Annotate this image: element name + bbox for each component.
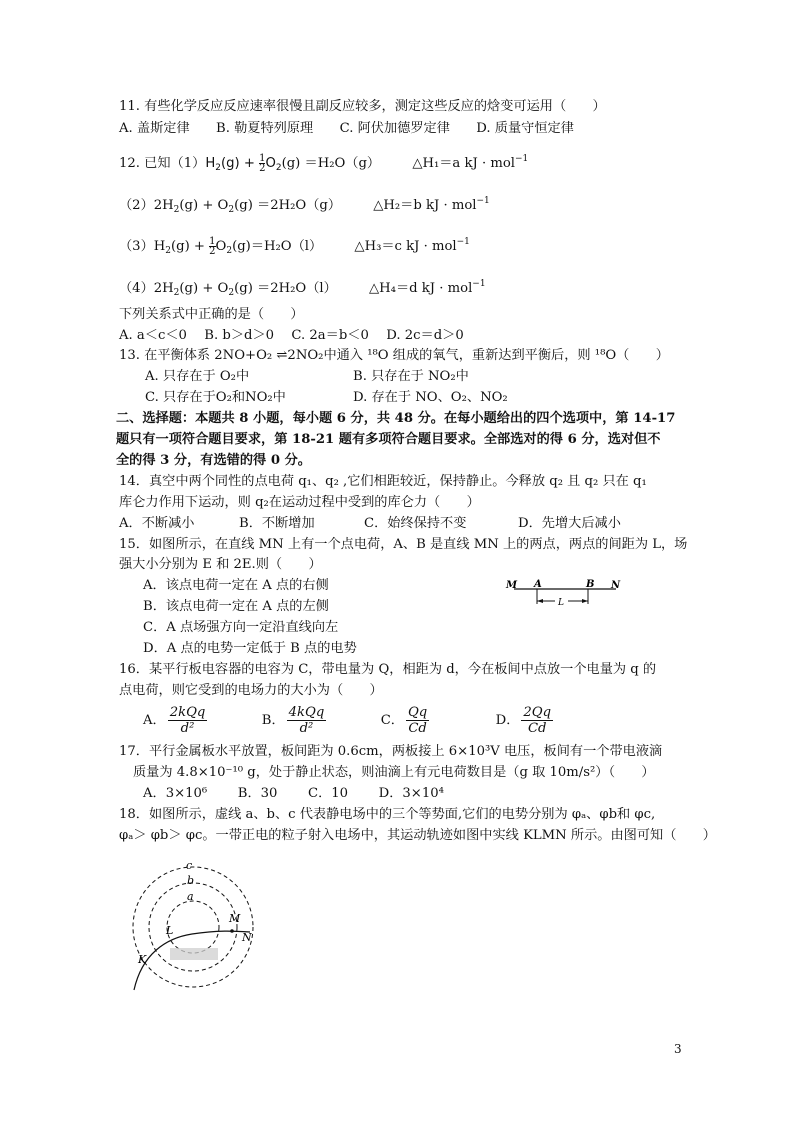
q15-label-m: M xyxy=(506,580,518,591)
q16-option-d-fraction: $\frac{2Qq}{Cd}$ xyxy=(523,705,552,736)
q12-eq4: $(4)2H_2(g) + O_2(g) =2H_2O(l)$ △H₄＝d kJ · mol$^{-1}$ xyxy=(119,279,486,298)
q17-line1: 17．平行金属板水平放置，板间距为 0.6cm，两板接上 6×10³V 电压，板间有一个带电液滴 xyxy=(119,744,663,759)
q15-label-n: N xyxy=(611,580,621,591)
q15-line1: 15．如图所示，在直线 MN 上有一个点电荷，A、B 是直线 MN 上的两点，两点的间距为 L，场 xyxy=(119,537,688,552)
q18-equipotential-figure xyxy=(128,852,268,994)
q18-label-a: a xyxy=(187,890,194,903)
section2-line2: 题只有一项符合题目要求，第 18-21 题有多项符合题目要求。全部选对的得 6 分，选对但不 xyxy=(116,432,661,447)
section2-line3: 全的得 3 分，有选错的得 0 分。 xyxy=(116,453,311,468)
q15-line2: 强大小分别为 E 和 2E.则（ ） xyxy=(119,557,322,572)
q12-eq2: $(2)2H_2(g) + O_2(g) =2H_2O(g)$ △H₂＝b kJ · mol$^{-1}$ xyxy=(119,196,490,215)
q18-line1: 18．如图所示，虚线 a、b、c 代表静电场中的三个等势面,它们的电势分别为 φₐ、φb和 φc, xyxy=(119,807,656,822)
q15-option-c: C．A 点场强方向一定沿直线向左 xyxy=(143,620,339,635)
q18-label-k: K xyxy=(138,953,147,966)
q14-line2: 库仑力作用下运动，则 q₂在运动过程中受到的库仑力（ ） xyxy=(119,495,480,510)
q12-ask: 下列关系式中正确的是（ ） xyxy=(119,307,304,322)
q18-label-m: M xyxy=(229,912,241,925)
q12-options: A. a＜c＜0 B. b＞d＞0 C. 2a＝b＜0 D. 2c＝d＞0 xyxy=(119,328,464,343)
q14-option-a: A．不断减小 xyxy=(119,516,195,531)
q18-label-l: L xyxy=(166,924,174,937)
q14-line1: 14．真空中两个同性的点电荷 q₁、q₂ ,它们相距较近，保持静止。今释放 q₂ 且 q₂ 只在 q₁ xyxy=(119,474,647,489)
q17-options: A．3×10⁶ B．30 C．10 D．3×10⁴ xyxy=(143,786,444,801)
q16-line2: 点电荷，则它受到的电场力的大小为（ ） xyxy=(119,683,383,698)
q18-label-b: b xyxy=(187,874,195,887)
q18-label-c: c xyxy=(186,859,193,872)
q13-option-b: B. 只存在于 NO₂中 xyxy=(353,369,469,384)
q18-label-n: N xyxy=(242,931,252,944)
q18-line2: φₐ＞ φb＞ φc。一带正电的粒子射入电场中，其运动轨迹如图中实线 KLMN 所示。由图可知（ ） xyxy=(119,828,716,843)
q15-option-a: A．该点电荷一定在 A 点的右侧 xyxy=(143,578,329,593)
q15-label-l: L xyxy=(558,598,564,608)
q12-eq1: 12. 已知$(1)H_2(g)$ + $\frac{1}{2}$ $O_2(g) =H_2O(g)$ △H₁＝a kJ · mol$^{-1}$ xyxy=(119,153,529,174)
q16-line1: 16．某平行板电容器的电容为 C，带电量为 Q，相距为 d，今在板间中点放一个电量为 q 的 xyxy=(119,662,657,677)
q15-line-figure xyxy=(500,574,630,614)
q12-eq3: $(3)H_2(g)$ + $\frac{1}{2}$ $O_2(g)=H_2O(l)$ △H₃＝c kJ · mol$^{-1}$ xyxy=(119,236,470,257)
half-fraction: $\frac{1}{2}$ xyxy=(209,236,216,257)
q14-option-d: D．先增大后减小 xyxy=(518,516,621,531)
q13-stem: 13. 在平衡体系 2NO+O₂ ⇌2NO₂中通入 ¹⁸O 组成的氧气，重新达到平衡后，则 ¹⁸O（ ） xyxy=(119,348,669,363)
q16-option-b-fraction: $\frac{\text{4kQq}}{\text{d²}}$ xyxy=(288,705,325,736)
q17-line2: 质量为 4.8×10⁻¹⁰ g，处于静止状态，则油滴上有元电荷数目是（g 取 10m/s²）（ ） xyxy=(133,765,655,780)
q15-label-a: A xyxy=(534,579,542,590)
q11-options: A. 盖斯定律 B. 勒夏特列原理 C. 阿伏加德罗定律 D. 质量守恒定律 xyxy=(119,121,574,136)
half-fraction: $\frac{1}{2}$ xyxy=(259,153,266,174)
q16-option-c-fraction: $\frac{Qq}{Cd}$ xyxy=(407,705,428,736)
q16-option-a-fraction: $\frac{\text{2kQq}}{\text{d²}}$ xyxy=(169,705,206,736)
q15-option-b: B．该点电荷一定在 A 点的左侧 xyxy=(143,599,329,614)
q13-option-c: C. 只存在于O₂和NO₂中 xyxy=(145,390,286,405)
q15-label-b: B xyxy=(586,579,595,590)
q13-option-a: A. 只存在于 O₂中 xyxy=(145,369,250,384)
q15-option-d: D．A 点的电势一定低于 B 点的电势 xyxy=(143,641,357,656)
q16-options: A． $\frac{\text{2kQq}}{\text{d²}}$ B． $\frac{\text{4kQq}}{\text{d²}}$ C． $\frac{Qq}{Cd}$ D． $\frac{2Qq}{Cd}$ xyxy=(143,705,552,736)
page-number: 3 xyxy=(674,1042,682,1056)
section2-line1: 二、选择题：本题共 8 小题，每小题 6 分，共 48 分。在每小题给出的四个选项中，第 14-17 xyxy=(116,411,676,426)
q11-stem: 11. 有些化学反应反应速率很慢且副反应较多，测定这些反应的焓变可运用（ ） xyxy=(119,99,606,114)
q14-option-b: B．不断增加 xyxy=(239,516,315,531)
q14-option-c: C．始终保持不变 xyxy=(364,516,467,531)
q13-option-d: D. 存在于 NO、O₂、NO₂ xyxy=(353,390,508,405)
